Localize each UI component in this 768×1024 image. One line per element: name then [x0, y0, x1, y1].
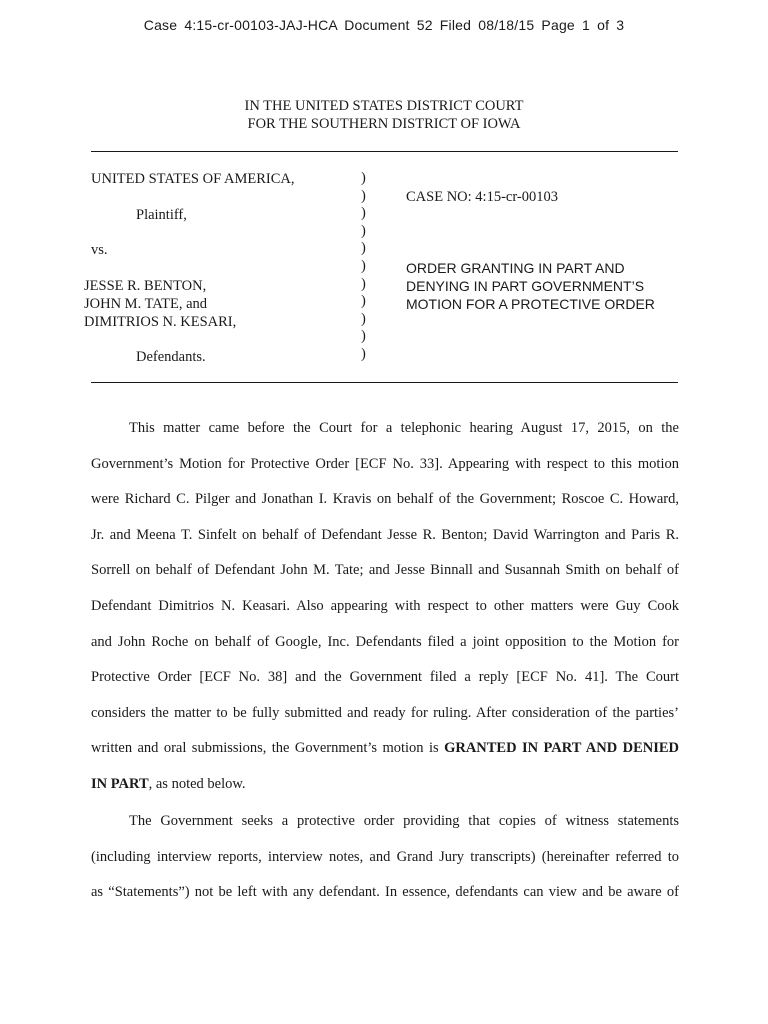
order-paragraph-1	[91, 411, 679, 803]
paren: )	[361, 257, 366, 274]
paren: )	[361, 240, 366, 257]
paragraph-line: and John Roche on behalf of Google, Inc. Defendants filed a joint opposition to the Motion for	[91, 633, 679, 650]
paren: )	[361, 310, 366, 327]
paragraph-line	[91, 767, 679, 803]
ruling-bold-text: IN PART	[91, 775, 149, 792]
paragraph-line: Sorrell on behalf of Defendant John M. Tate; and Jesse Binnall and Susannah Smith on behalf of	[91, 562, 679, 579]
paren: )	[361, 170, 366, 186]
paragraph-line: Jr. and Meena T. Sinfelt on behalf of Defendant Jesse R. Benton; David Warrington and Paris R.	[91, 526, 679, 543]
paragraph-line: This matter came before the Court for a telephonic hearing August 17, 2015, on the	[129, 420, 679, 436]
paragraph-line: as “Statements”) not be left with any defendant. In essence, defendants can view and be aware of	[91, 884, 679, 901]
paragraph-line	[91, 731, 679, 767]
plaintiff-role: Plaintiff,	[136, 207, 187, 223]
ruling-bold-text: GRANTED IN PART AND DENIED	[444, 740, 679, 757]
caption-bottom-rule	[91, 382, 678, 383]
paren: )	[361, 187, 366, 204]
paragraph-line: Defendant Dimitrios N. Keasari. Also appearing with respect to other matters were Guy Cook	[91, 597, 679, 614]
paragraph-line: (including interview reports, interview notes, and Grand Jury transcripts) (hereinafter referred to	[91, 848, 679, 865]
court-title	[0, 97, 768, 133]
defendant-1: JESSE R. BENTON,	[84, 278, 207, 294]
defendant-3: DIMITRIOS N. KESARI,	[84, 314, 237, 330]
versus-label: vs.	[91, 242, 108, 258]
paragraph-line: considers the matter to be fully submitted and ready for ruling. After consideration of the parties’	[91, 704, 679, 721]
court-title-line-1: IN THE UNITED STATES DISTRICT COURT	[244, 98, 524, 114]
caption-top-rule	[91, 151, 678, 152]
paren: )	[361, 293, 366, 310]
ruling-intro-text: written and oral submissions, the Government’s motion is	[91, 740, 445, 757]
caption-paren-column	[361, 170, 366, 364]
filing-header-stamp: Case 4:15-cr-00103-JAJ-HCA Document 52 Filed 08/18/15 Page 1 of 3	[143, 17, 625, 33]
order-title-line-2: DENYING IN PART GOVERNMENT’S	[406, 278, 645, 294]
case-number: CASE NO: 4:15-cr-00103	[406, 189, 558, 205]
paragraph-line: were Richard C. Pilger and Jonathan I. Kravis on behalf of the Government; Roscoe C. Howard,	[91, 491, 679, 508]
paren: )	[361, 328, 366, 345]
paragraph-line: Government’s Motion for Protective Order [ECF No. 33]. Appearing with respect to this motion	[91, 455, 679, 472]
defendant-2: JOHN M. TATE, and	[84, 296, 208, 312]
paren: )	[361, 205, 366, 222]
ruling-tail-text: , as noted below.	[148, 775, 246, 792]
paren: )	[361, 222, 366, 239]
paragraph-line: Protective Order [ECF No. 38] and the Government filed a reply [ECF No. 41]. The Court	[91, 669, 679, 686]
order-title-line-1: ORDER GRANTING IN PART AND	[406, 260, 625, 276]
order-paragraph-2	[91, 804, 679, 911]
paren: )	[361, 275, 366, 292]
order-title-line-3: MOTION FOR A PROTECTIVE ORDER	[406, 296, 655, 312]
court-title-line-2: FOR THE SOUTHERN DISTRICT OF IOWA	[247, 116, 521, 132]
plaintiff-party: UNITED STATES OF AMERICA,	[91, 171, 295, 187]
paren: )	[361, 345, 366, 362]
paragraph-line: The Government seeks a protective order providing that copies of witness statements	[129, 813, 679, 829]
defendant-role: Defendants.	[136, 349, 206, 365]
